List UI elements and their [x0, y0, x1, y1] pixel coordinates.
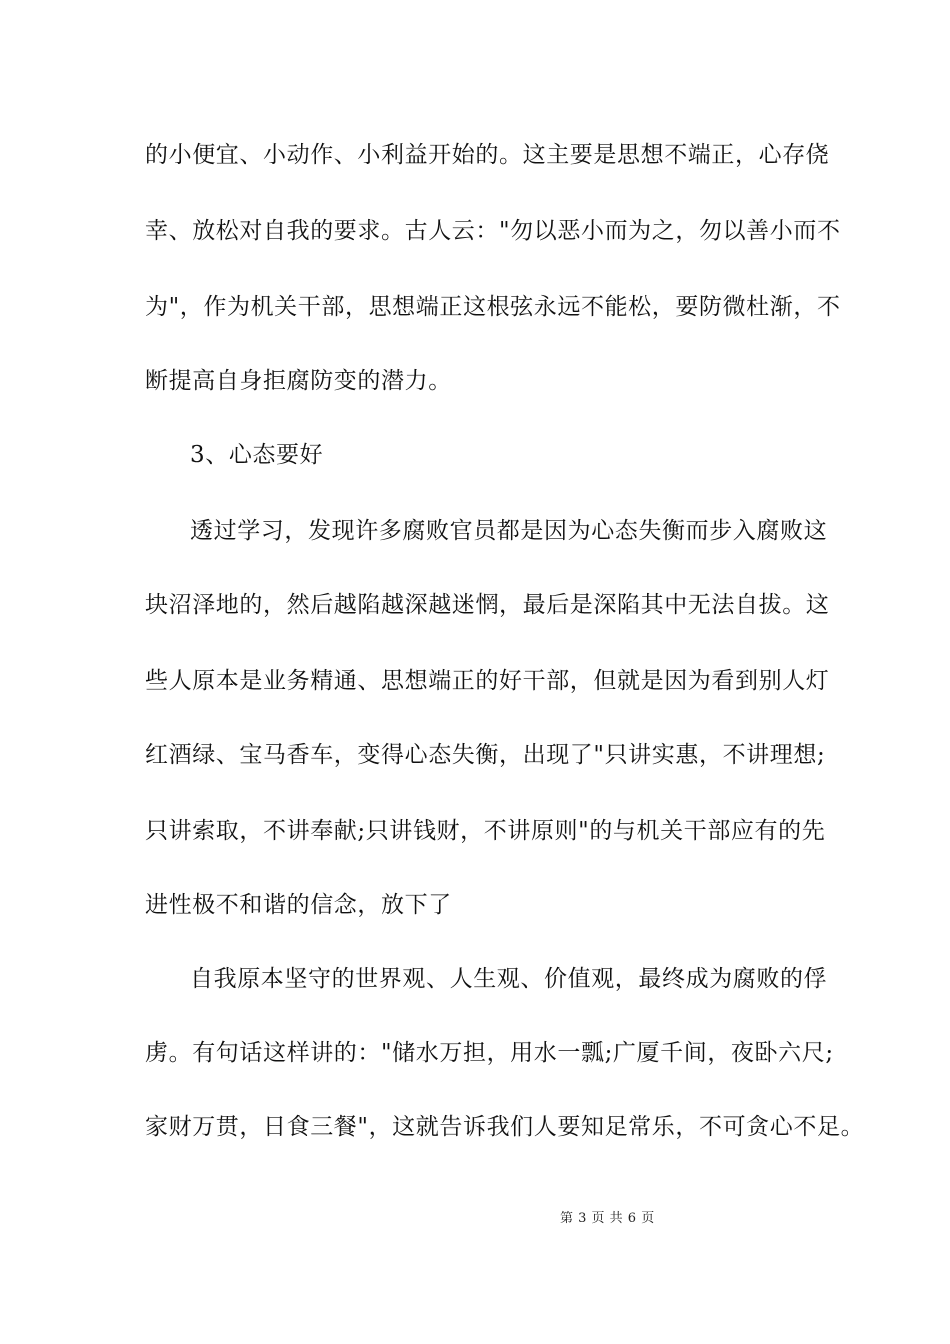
paragraph-line: 透过学习，发现许多腐败官员都是因为心态失衡而步入腐败这 [190, 518, 828, 544]
paragraph-line: 的小便宜、小动作、小利益开始的。这主要是思想不端正，心存侥 [145, 142, 830, 168]
paragraph-line: 块沼泽地的，然后越陷越深越迷惘，最后是深陷其中无法自拔。这 [145, 592, 830, 618]
paragraph-line: 幸、放松对自我的要求。古人云："勿以恶小而为之，勿以善小而不 [145, 218, 841, 244]
paragraph-line: 虏。有句话这样讲的："储水万担，用水一瓢;广厦千间，夜卧六尺; [145, 1040, 834, 1066]
page-number-footer: 第 3 页 共 6 页 [560, 1211, 655, 1226]
paragraph-line: 自我原本坚守的世界观、人生观、价值观，最终成为腐败的俘 [190, 966, 828, 992]
paragraph-line: 红酒绿、宝马香车，变得心态失衡，出现了"只讲实惠，不讲理想; [145, 742, 826, 768]
paragraph-line: 进性极不和谐的信念，放下了 [145, 892, 452, 918]
paragraph-line: 只讲索取，不讲奉献;只讲钱财，不讲原则"的与机关干部应有的先 [145, 818, 826, 844]
paragraph-line: 些人原本是业务精通、思想端正的好干部，但就是因为看到别人灯 [145, 668, 830, 694]
paragraph-line: 家财万贯，日食三餐"，这就告诉我们人要知足常乐，不可贪心不足。 [145, 1114, 865, 1140]
paragraph-line: 断提高自身拒腐防变的潜力。 [145, 368, 452, 394]
paragraph-line: 为"，作为机关干部，思想端正这根弦永远不能松，要防微杜渐，不 [145, 294, 841, 320]
section-heading: 3、心态要好 [190, 442, 324, 468]
